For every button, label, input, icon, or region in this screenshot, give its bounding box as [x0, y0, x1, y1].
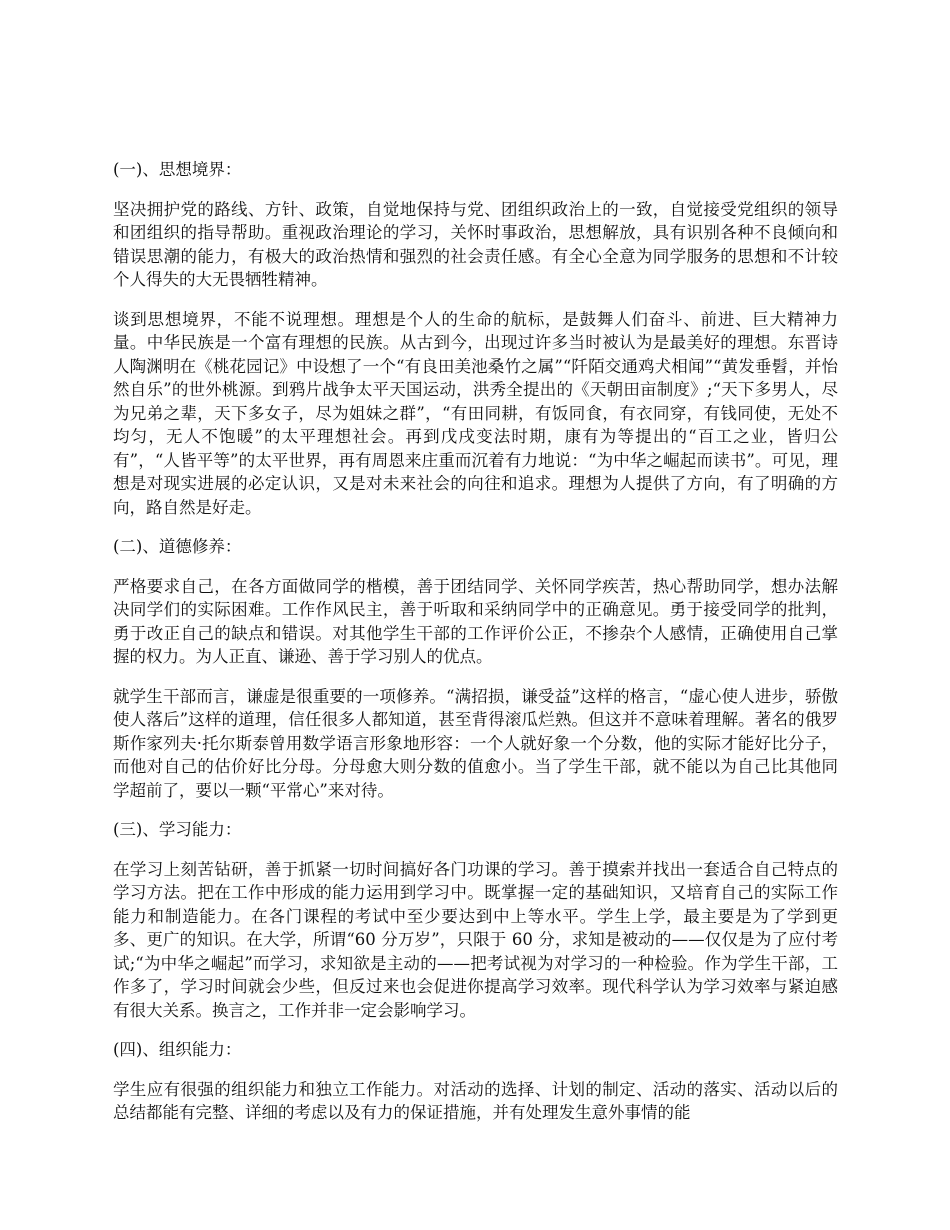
- section-heading: (三)、学习能力：: [113, 820, 242, 839]
- paragraph: 坚决拥护党的路线、方针、政策，自觉地保持与党、团组织政治上的一致，自觉接受党组织的领导和团组织的指导帮助。重视政治理论的学习，关怀时事政治，思想解放，具有识别各种不良倾向和错误思潮的能力，有极大的政治热情和强烈的社会责任感。有全心全意为同学服务的思想和不计较个人得失的大无畏牺牲精神。: [113, 199, 838, 289]
- section-learning: [113, 818, 838, 1022]
- paragraph: 在学习上刻苦钻研，善于抓紧一切时间搞好各门功课的学习。善于摸索并找出一套适合自己特点的学习方法。把在工作中形成的能力运用到学习中。既掌握一定的基础知识，又培育自己的实际工作能力和制造能力。在各门课程的考试中至少要达到中上等水平。学生上学，最主要是为了学到更多、更广的知识。在大学，所谓“60 分万岁”，只限于 60 分，求知是被动的——仅仅是为了应付考试;“为中华之崛起”而学习，求知欲是主动的——把考试视为对学习的一种检验。作为学生干部，工作多了，学习时间就会少些，但反过来也会促进你提高学习效率。现代科学认为学习效率与紧迫感有很大关系。换言之，工作并非一定会影响学习。: [113, 859, 838, 1020]
- section-organization: [113, 1038, 838, 1125]
- section-thought: [113, 158, 838, 519]
- section-heading: (一)、思想境界：: [113, 160, 242, 179]
- section-heading: (二)、道德修养：: [113, 537, 242, 556]
- section-morality: [113, 535, 838, 802]
- paragraph: 谈到思想境界，不能不说理想。理想是个人的生命的航标，是鼓舞人们奋斗、前进、巨大精神力量。中华民族是一个富有理想的民族。从古到今，出现过许多当时被认为是最美好的理想。东晋诗人陶渊明在《桃花园记》中设想了一个“有良田美池桑竹之属”“阡陌交通鸡犬相闻”“黄发垂髫，并怡然自乐”的世外桃源。到鸦片战争太平天国运动，洪秀全提出的《天朝田亩制度》;“天下多男人，尽为兄弟之辈，天下多女子，尽为姐妹之群”，“有田同耕，有饭同食，有衣同穿，有钱同使，无处不均匀，无人不饱暖”的太平理想社会。再到戊戌变法时期，康有为等提出的“百工之业，皆归公有”，“人皆平等”的太平世界，再有周恩来庄重而沉着有力地说：“为中华之崛起而读书”。可见，理想是对现实进展的必定认识，又是对未来社会的向往和追求。理想为人提供了方向，有了明确的方向，路自然是好走。: [113, 309, 838, 517]
- section-heading: (四)、组织能力：: [113, 1040, 242, 1059]
- document-body: [113, 158, 838, 1141]
- paragraph: 就学生干部而言，谦虚是很重要的一项修养。“满招损，谦受益”这样的格言，“虚心使人进步，骄傲使人落后”这样的道理，信任很多人都知道，甚至背得滚瓜烂熟。但这并不意味着理解。著名的俄罗斯作家列夫·托尔斯泰曾用数学语言形象地形容：一个人就好象一个分数，他的实际才能好比分子，而他对自己的估价好比分母。分母愈大则分数的值愈小。当了学生干部，就不能以为自己比其他同学超前了，要以一颗“平常心”来对待。: [113, 686, 838, 800]
- paragraph: 学生应有很强的组织能力和独立工作能力。对活动的选择、计划的制定、活动的落实、活动以后的总结都能有完整、详细的考虑以及有力的保证措施，并有处理发生意外事情的能: [113, 1079, 838, 1122]
- paragraph: 严格要求自己，在各方面做同学的楷模，善于团结同学、关怀同学疾苦，热心帮助同学，想办法解决同学们的实际困难。工作作风民主，善于听取和采纳同学中的正确意见。勇于接受同学的批判，勇于改正自己的缺点和错误。对其他学生干部的工作评价公正，不掺杂个人感情，正确使用自己掌握的权力。为人正直、谦逊、善于学习别人的优点。: [113, 576, 838, 666]
